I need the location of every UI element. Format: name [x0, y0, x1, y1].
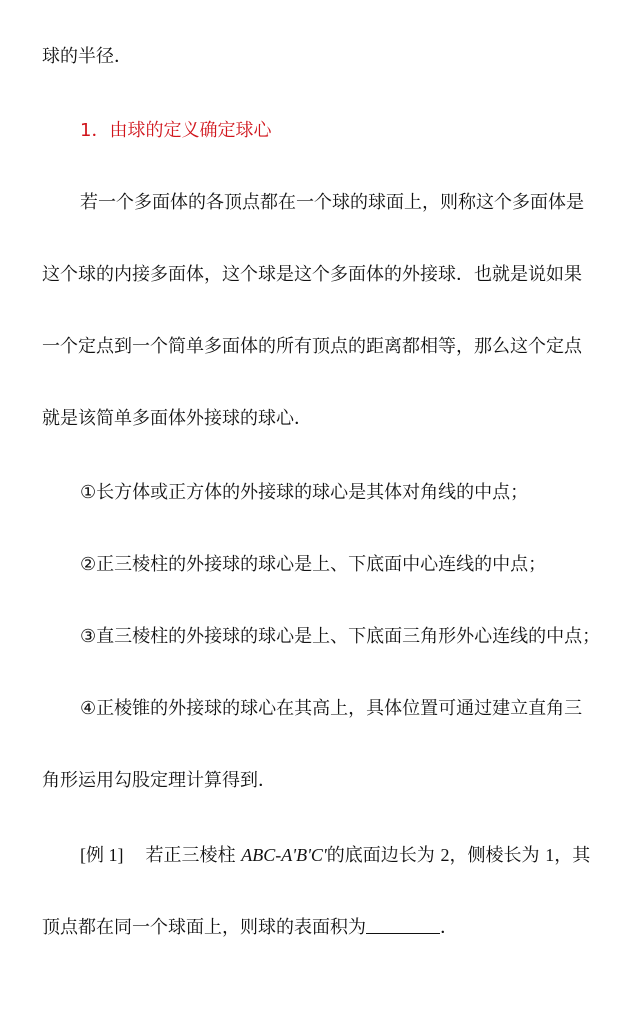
text-line: 球的半径． [42, 46, 132, 67]
example-label: [例 1] [80, 845, 124, 865]
list-item: ②正三棱柱的外接球的球心是上、下底面中心连线的中点； [80, 554, 547, 575]
example-text: 若正三棱柱 [145, 845, 242, 866]
example-text: 顶点都在同一个球面上，则球的表面积为 [42, 917, 366, 938]
paragraph-line: 一个定点到一个简单多面体的所有顶点的距离都相等，那么这个定点 [42, 336, 582, 357]
base-edge-value: 2 [440, 845, 450, 865]
example-line-1 [0, 844, 642, 867]
example-text: ． [440, 917, 458, 938]
list-item-continuation: 角形运用勾股定理计算得到． [42, 770, 276, 791]
paragraph-line: 就是该简单多面体外接球的球心． [42, 408, 312, 429]
example-text: ，其 [554, 845, 591, 866]
list-item: ③直三棱柱的外接球的球心是上、下底面三角形外心连线的中点； [80, 626, 601, 647]
paragraph-line: 若一个多面体的各顶点都在一个球的球面上，则称这个多面体是 [80, 192, 584, 213]
prism-name: ABC-A'B'C' [241, 845, 327, 865]
section-heading: 1．由球的定义确定球心 [80, 120, 272, 141]
lateral-edge-value: 1 [545, 845, 555, 865]
list-item: ①长方体或正方体的外接球的球心是其体对角线的中点； [80, 482, 529, 503]
list-item: ④正棱锥的外接球的球心在其高上，具体位置可通过建立直角三 [80, 698, 583, 719]
answer-blank[interactable] [366, 916, 440, 934]
example-text: ，侧棱长为 [449, 845, 546, 866]
example-text: 的底面边长为 [326, 845, 441, 866]
paragraph-line: 这个球的内接多面体，这个球是这个多面体的外接球．也就是说如果 [42, 264, 582, 285]
example-line-2 [0, 916, 642, 939]
